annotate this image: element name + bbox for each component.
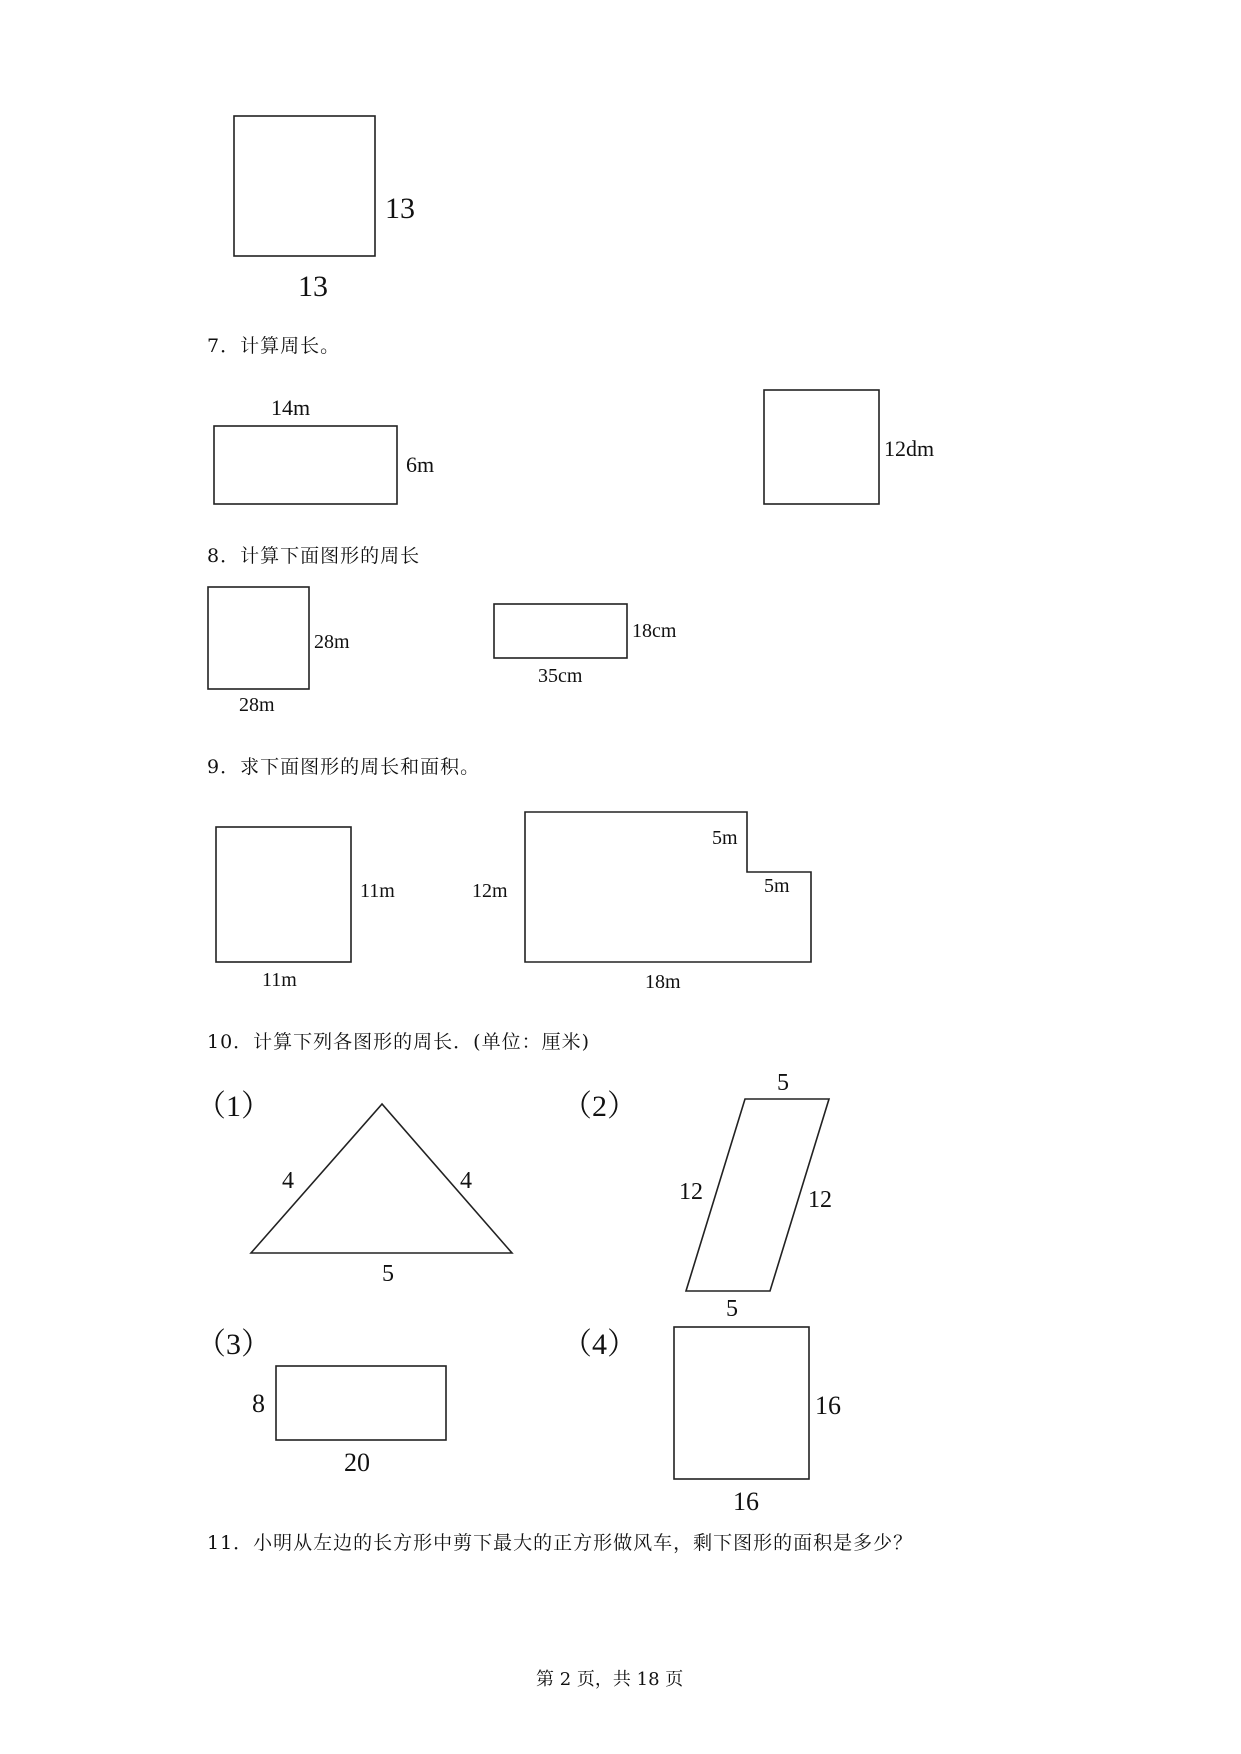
q10-fig4-tag: （4） bbox=[562, 1328, 637, 1361]
q7-square bbox=[764, 390, 879, 504]
question-7: 7．计算周长。 bbox=[207, 335, 341, 357]
q9-square-right-label: 11m bbox=[360, 880, 395, 902]
q7-square-side-label: 12dm bbox=[884, 436, 935, 461]
q8-square-right-label: 28m bbox=[314, 631, 350, 653]
q10-fig2-top-label: 5 bbox=[777, 1070, 789, 1096]
q10-fig4-bottom-label: 16 bbox=[733, 1487, 759, 1516]
q9-square-bottom-label: 11m bbox=[262, 969, 297, 991]
q9-shape-bottom-label: 18m bbox=[645, 971, 681, 993]
q10-fig3-width-label: 20 bbox=[344, 1448, 370, 1477]
question-9: 9．求下面图形的周长和面积。 bbox=[207, 756, 481, 778]
q6-right-label: 13 bbox=[385, 192, 415, 225]
q10-fig3-tag: （3） bbox=[196, 1328, 271, 1361]
question-8: 8．计算下面图形的周长 bbox=[207, 545, 421, 567]
q9-notch-height-label: 5m bbox=[712, 827, 738, 849]
q8-square bbox=[208, 587, 309, 689]
q9-shape-left-label: 12m bbox=[472, 880, 508, 902]
q8-rect-bottom-label: 35cm bbox=[538, 665, 583, 687]
q9-notch-width-label: 5m bbox=[764, 875, 790, 897]
q8-square-bottom-label: 28m bbox=[239, 694, 275, 716]
q8-rectangle bbox=[494, 604, 627, 658]
q9-square bbox=[216, 827, 351, 962]
q10-fig4-right-label: 16 bbox=[815, 1391, 841, 1420]
page-footer: 第 2 页，共 18 页 bbox=[536, 1669, 684, 1690]
q10-square bbox=[674, 1327, 809, 1479]
q10-fig3-height-label: 8 bbox=[252, 1389, 265, 1418]
question-10: 10．计算下列各图形的周长．(单位：厘米) bbox=[207, 1031, 591, 1053]
q10-fig1-right-label: 4 bbox=[460, 1168, 472, 1194]
q10-fig2-bottom-label: 5 bbox=[726, 1296, 738, 1322]
q6-bottom-label: 13 bbox=[298, 270, 328, 303]
q7-rectangle bbox=[214, 426, 397, 504]
q10-fig1-base-label: 5 bbox=[382, 1261, 394, 1287]
q6-square bbox=[234, 116, 375, 256]
q10-fig1-tag: （1） bbox=[196, 1090, 271, 1123]
q7-rect-width-label: 14m bbox=[271, 395, 311, 420]
question-11: 11．小明从左边的长方形中剪下最大的正方形做风车，剩下图形的面积是多少？ bbox=[207, 1532, 914, 1554]
q7-rect-height-label: 6m bbox=[406, 452, 435, 477]
q8-rect-right-label: 18cm bbox=[632, 620, 677, 642]
q10-fig2-tag: （2） bbox=[562, 1090, 637, 1123]
q10-rectangle bbox=[276, 1366, 446, 1440]
q10-fig1-left-label: 4 bbox=[282, 1168, 294, 1194]
q10-fig2-left-label: 12 bbox=[679, 1179, 703, 1205]
q10-fig2-right-label: 12 bbox=[808, 1187, 832, 1213]
